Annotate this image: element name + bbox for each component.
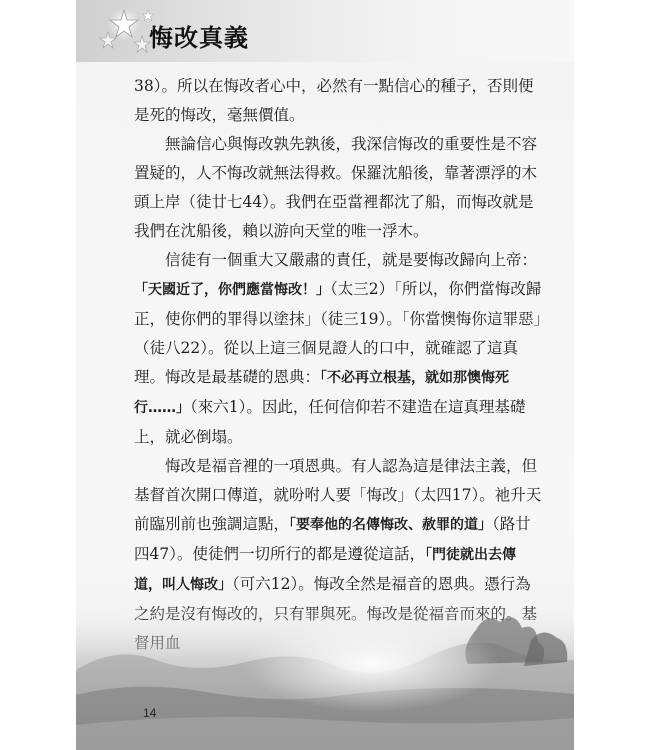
body-text [134, 72, 542, 658]
paragraph [134, 246, 542, 452]
page-title: 悔改真義 [149, 23, 249, 52]
text-run: （來六1）。因此，任何信仰若不建造在這真理基礎上，就必倒塌。 [134, 398, 526, 446]
text-run: （路廿四47）。使徒們一切所行的都是遵從這話， [134, 515, 531, 563]
text-run: （太三2）「所以，你們當悔改歸正，使你們的罪得以塗抹」（徒三19）。「你當懊悔你這罪惡」（徒八22）。從以上這三個見證人的口中，就確認了這真理。悔改是最基礎的恩典： [134, 280, 542, 386]
paragraph [134, 72, 542, 130]
text-run: 無論信心與悔改孰先孰後，我深信悔改的重要性是不容置疑的，人不悔改就無法得救。保羅沈船後，靠著漂浮的木頭上岸（徒廿七44）。我們在亞當裡都沈了船，而悔改就是我們在沈船後，賴以游向天堂的唯一浮木。 [134, 135, 538, 240]
text-run: 信徒有一個重大又嚴肅的責任，就是要悔改歸向上帝： [165, 251, 538, 269]
header-band [76, 0, 574, 62]
page-number: 14 [143, 706, 157, 720]
text-run: （可六12）。悔改全然是福音的恩典。憑行為 [232, 575, 531, 593]
scripture-quote: 「門徒就出去傳道，叫人悔改」 [134, 547, 516, 593]
paragraph [134, 130, 542, 246]
book-page [76, 0, 574, 750]
scripture-quote: 「天國近了，你們應當悔改！」 [134, 282, 330, 298]
scripture-quote: 「要奉他的名傳悔改、赦罪的道」 [289, 517, 493, 533]
landscape-background-image [76, 600, 574, 750]
text-run: 悔改是福音裡的一項恩典。有人認為這是律法主義，但基督首次開口傳道，就吩咐人要「悔改」（太四17）。祂升天前臨別前也強調這點， [134, 457, 542, 533]
scripture-quote: 「不必再立根基，就如那懊悔死行……」 [134, 370, 510, 416]
text-run: 38）。所以在悔改者心中，必然有一點信心的種子，否則便是死的悔改，毫無價值。 [134, 77, 534, 124]
